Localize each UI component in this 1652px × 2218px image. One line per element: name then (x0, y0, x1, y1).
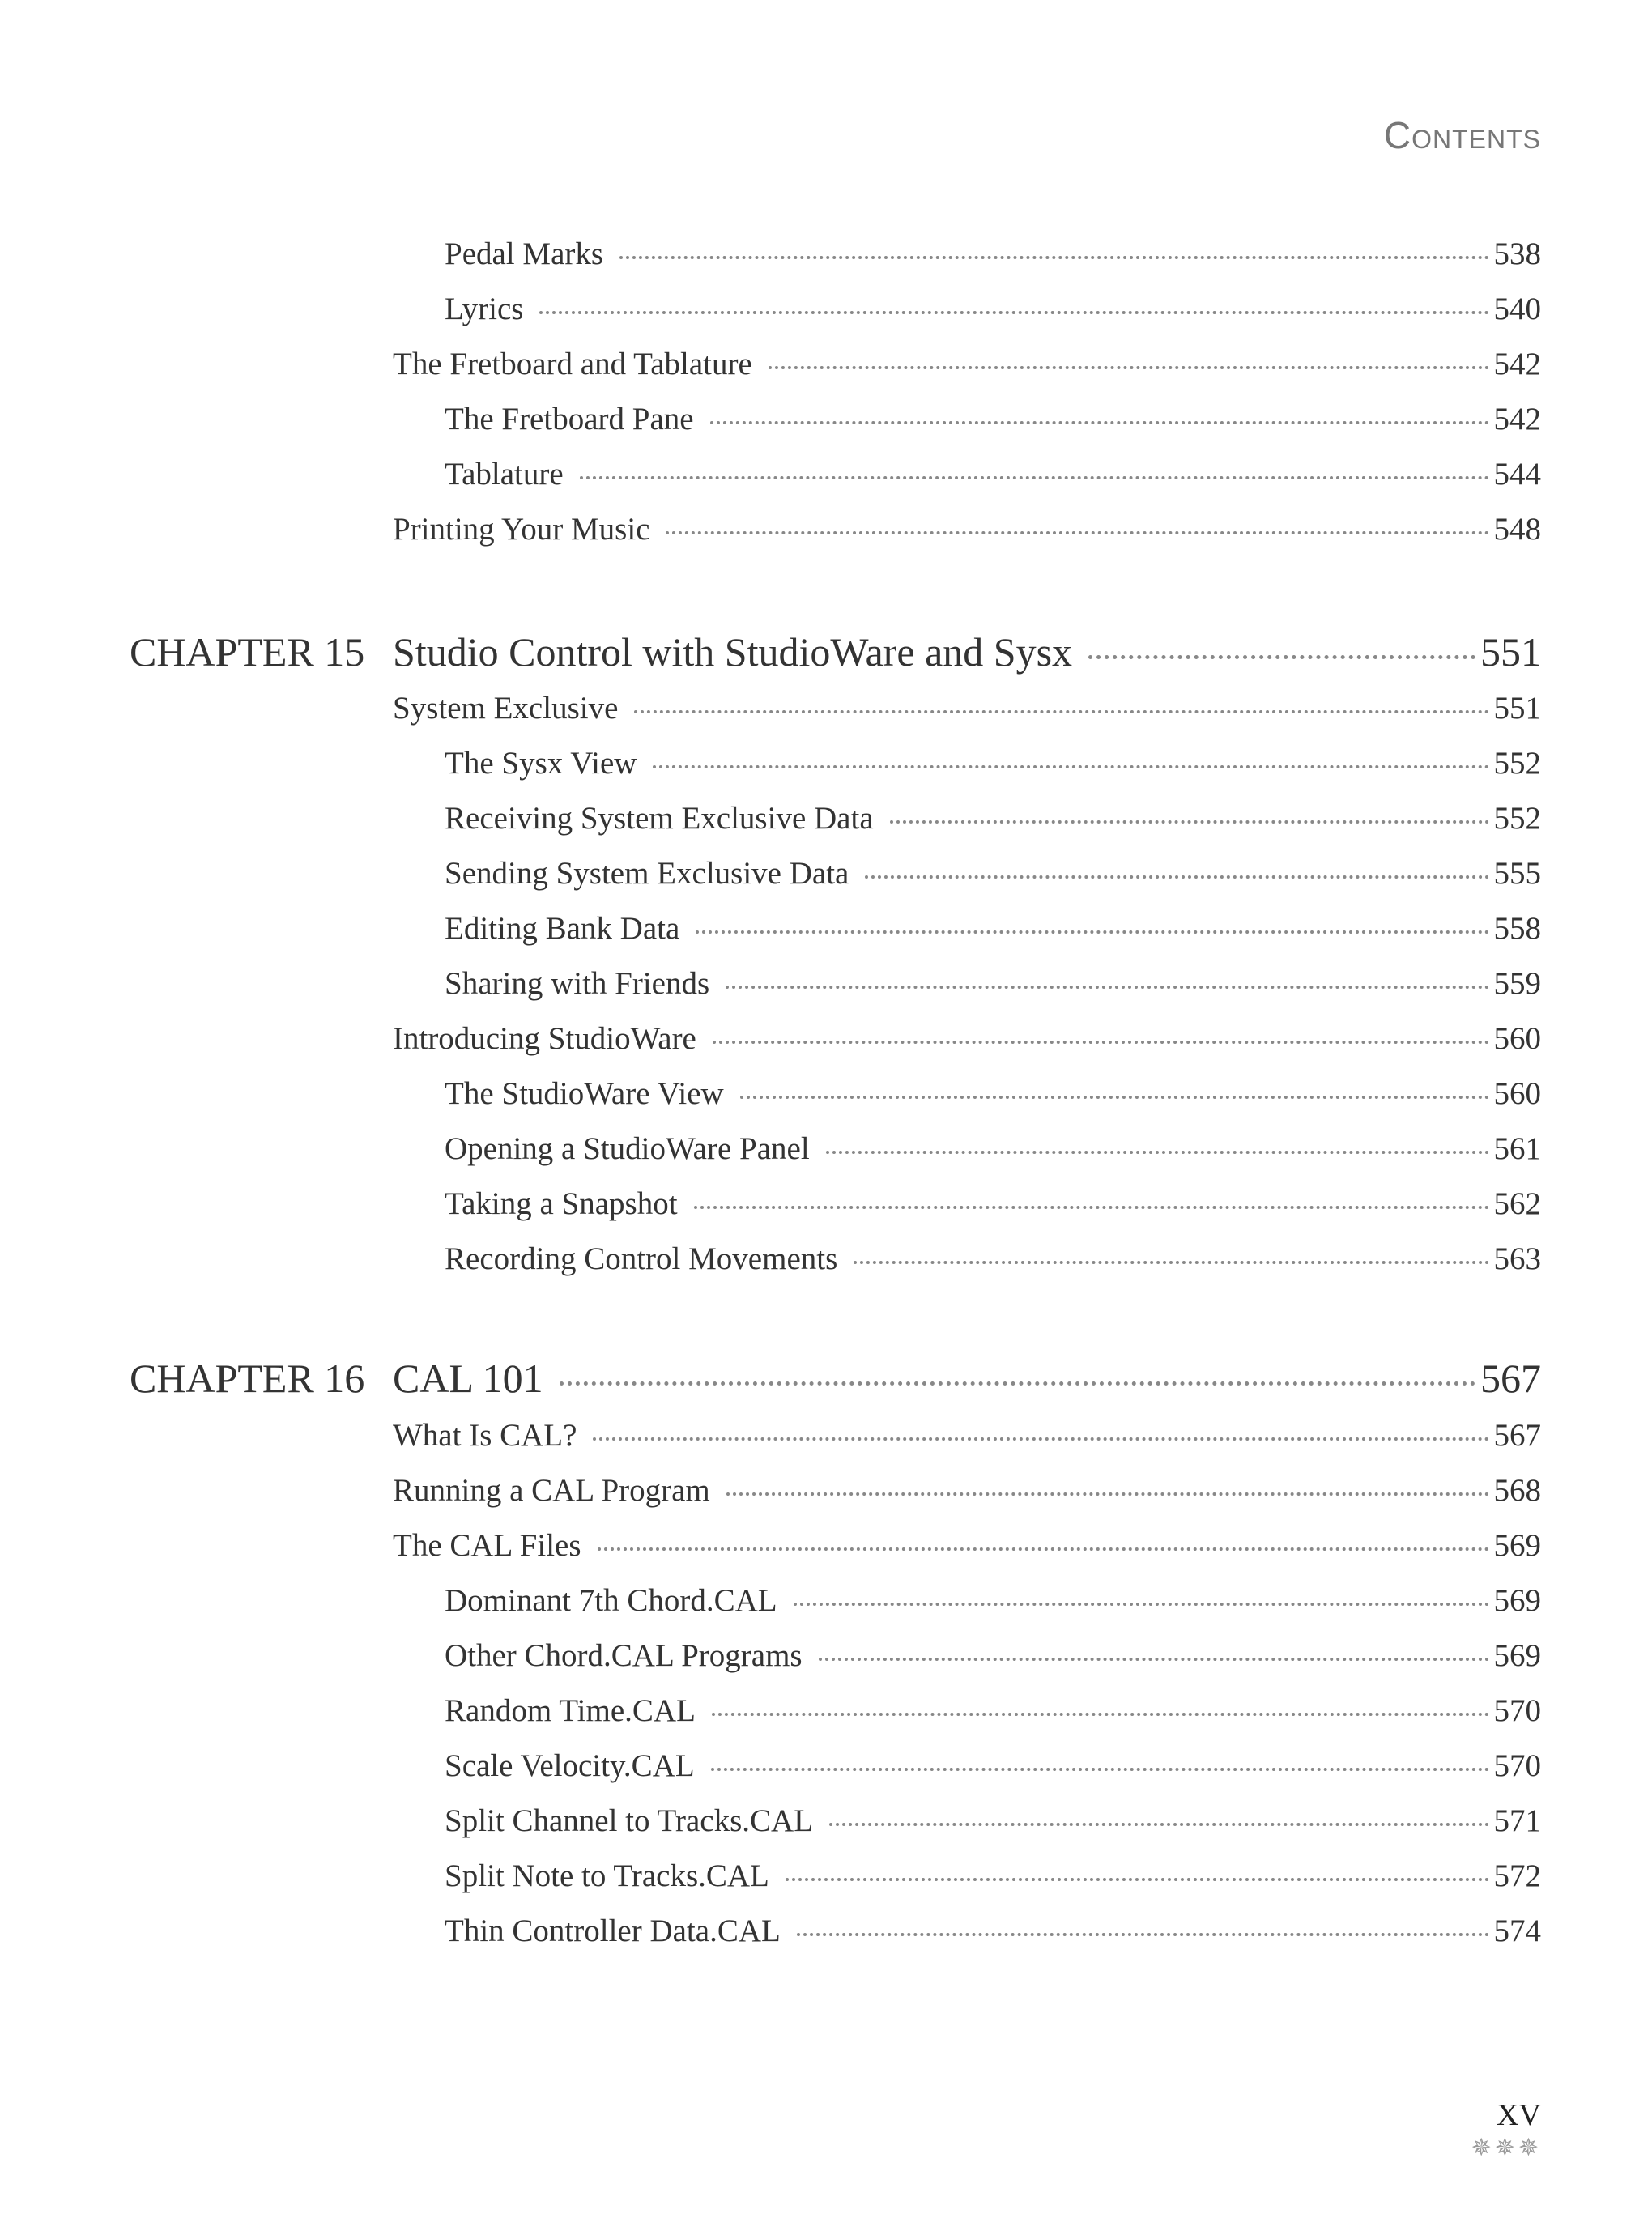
toc-entry[interactable] (0, 1692, 1541, 1731)
toc-entry-page: 542 (1493, 347, 1541, 381)
toc-entry[interactable] (0, 1240, 1541, 1279)
chapter-title: CAL 101 (393, 1356, 543, 1401)
dot-leader (726, 1492, 1489, 1496)
toc-entry[interactable] (0, 455, 1541, 494)
toc-entry-title: Random Time.CAL (445, 1693, 696, 1728)
toc-entry-title: Other Chord.CAL Programs (445, 1638, 803, 1673)
dot-leader (726, 986, 1488, 989)
toc-entry[interactable] (0, 799, 1541, 838)
toc-entry-page: 552 (1493, 746, 1541, 781)
toc-entry-page: 568 (1493, 1473, 1541, 1508)
dot-leader (1088, 655, 1475, 659)
toc-entry-page: 559 (1493, 966, 1541, 1001)
dot-leader (593, 1437, 1488, 1441)
toc-entry[interactable] (0, 1185, 1541, 1224)
toc-entry-title: Recording Control Movements (445, 1241, 838, 1276)
toc-entry-page: 552 (1493, 801, 1541, 836)
dot-leader (620, 256, 1488, 259)
toc-entry-page: 574 (1493, 1914, 1541, 1948)
dot-leader (653, 765, 1488, 768)
chapter-heading-15[interactable] (0, 628, 1541, 676)
toc-entry[interactable] (0, 1075, 1541, 1113)
dot-leader (797, 1933, 1489, 1936)
toc-entry-title: Thin Controller Data.CAL (445, 1914, 781, 1948)
dot-leader (598, 1547, 1489, 1551)
toc-entry-page: 569 (1493, 1583, 1541, 1618)
toc-entry-page: 570 (1493, 1748, 1541, 1783)
toc-entry-title: Editing Bank Data (445, 911, 680, 946)
toc-entry-title: Introducing StudioWare (393, 1021, 696, 1056)
toc-entry-title: Printing Your Music (393, 512, 650, 547)
toc-entry[interactable] (0, 510, 1541, 549)
toc-entry[interactable] (0, 400, 1541, 439)
toc-entry[interactable] (0, 909, 1541, 948)
toc-entry-page: 540 (1493, 292, 1541, 326)
toc-entry-page: 560 (1493, 1021, 1541, 1056)
toc-entry-title: What Is CAL? (393, 1418, 577, 1453)
toc-entry-title: Dominant 7th Chord.CAL (445, 1583, 777, 1618)
dot-leader (634, 710, 1488, 713)
toc-entry-page: 563 (1493, 1241, 1541, 1276)
toc-entry-title: Sharing with Friends (445, 966, 710, 1001)
toc-entry-page: 548 (1493, 512, 1541, 547)
toc-entry[interactable] (0, 1020, 1541, 1058)
chapter-heading-16[interactable] (0, 1354, 1541, 1403)
dot-leader (539, 311, 1488, 314)
toc-entry[interactable] (0, 290, 1541, 329)
toc-entry-page: 570 (1493, 1693, 1541, 1728)
toc-entry-page: 560 (1493, 1076, 1541, 1111)
dot-leader (865, 875, 1488, 879)
toc-entry-title: Lyrics (445, 292, 524, 326)
toc-entry[interactable] (0, 1747, 1541, 1786)
toc-entry[interactable] (0, 1802, 1541, 1841)
chapter-page: 551 (1480, 629, 1541, 675)
toc-entry-title: System Exclusive (393, 691, 619, 726)
running-head: Contents (1383, 114, 1541, 156)
dot-leader (890, 820, 1489, 824)
page-number: xv (1497, 2086, 1541, 2135)
toc-entry-page: 569 (1493, 1528, 1541, 1563)
toc-entry-title: Running a CAL Program (393, 1473, 710, 1508)
toc-entry[interactable] (0, 1471, 1541, 1510)
toc-entry[interactable] (0, 1857, 1541, 1896)
ornament-icon: ✵✵✵ (1471, 2134, 1542, 2162)
dot-leader (786, 1878, 1489, 1881)
toc-entry[interactable] (0, 1582, 1541, 1620)
toc-entry-page: 567 (1493, 1418, 1541, 1453)
dot-leader (696, 930, 1488, 934)
toc-entry-title: The CAL Files (393, 1528, 581, 1563)
toc-entry[interactable] (0, 345, 1541, 384)
toc-entry[interactable] (0, 1416, 1541, 1455)
dot-leader (826, 1151, 1489, 1154)
chapter-page: 567 (1480, 1356, 1541, 1401)
toc-entry-page: 569 (1493, 1638, 1541, 1673)
dot-leader (580, 476, 1489, 479)
toc-entry-title: Sending System Exclusive Data (445, 856, 849, 891)
toc-entry-title: Split Note to Tracks.CAL (445, 1858, 769, 1893)
toc-entry[interactable] (0, 1637, 1541, 1675)
toc-entry-page: 561 (1493, 1131, 1541, 1166)
chapter-label: CHAPTER 16 (130, 1356, 365, 1401)
dot-leader (713, 1041, 1489, 1044)
toc-entry-title: Tablature (445, 457, 564, 492)
chapter-title: Studio Control with StudioWare and Sysx (393, 629, 1073, 675)
toc-entry-title: The Fretboard and Tablature (393, 347, 752, 381)
toc-entry-title: Scale Velocity.CAL (445, 1748, 695, 1783)
toc-entry[interactable] (0, 744, 1541, 783)
toc-entry[interactable] (0, 689, 1541, 728)
toc-entry-page: 544 (1493, 457, 1541, 492)
toc-entry-title: Opening a StudioWare Panel (445, 1131, 810, 1166)
toc-entry[interactable] (0, 235, 1541, 274)
dot-leader (710, 421, 1489, 424)
dot-leader (740, 1096, 1489, 1099)
toc-entry[interactable] (0, 964, 1541, 1003)
toc-entry[interactable] (0, 1526, 1541, 1565)
dot-leader (819, 1658, 1489, 1661)
toc-entry-page: 538 (1493, 236, 1541, 271)
toc-entry-title: The StudioWare View (445, 1076, 724, 1111)
dot-leader (854, 1261, 1488, 1264)
dot-leader (666, 531, 1488, 534)
dot-leader (711, 1768, 1489, 1771)
toc-entry-page: 562 (1493, 1186, 1541, 1221)
dot-leader (712, 1713, 1489, 1716)
toc-entry-title: Receiving System Exclusive Data (445, 801, 874, 836)
toc-entry-page: 555 (1493, 856, 1541, 891)
toc-entry-page: 558 (1493, 911, 1541, 946)
toc-entry[interactable] (0, 1130, 1541, 1169)
dot-leader (794, 1603, 1489, 1606)
toc-entry-page: 572 (1493, 1858, 1541, 1893)
toc-entry-page: 571 (1493, 1803, 1541, 1838)
toc-entry-page: 551 (1493, 691, 1541, 726)
dot-leader (829, 1823, 1488, 1826)
dot-leader (560, 1381, 1475, 1386)
dot-leader (694, 1206, 1489, 1209)
toc-entry-title: The Sysx View (445, 746, 637, 781)
toc-entry-title: Pedal Marks (445, 236, 604, 271)
dot-leader (769, 366, 1489, 369)
toc-entry-title: Split Channel to Tracks.CAL (445, 1803, 814, 1838)
toc-entry-title: Taking a Snapshot (445, 1186, 678, 1221)
chapter-label: CHAPTER 15 (130, 629, 365, 675)
toc-entry-title: The Fretboard Pane (445, 402, 694, 436)
toc-entry[interactable] (0, 1912, 1541, 1951)
toc-entry[interactable] (0, 854, 1541, 893)
toc-entry-page: 542 (1493, 402, 1541, 436)
